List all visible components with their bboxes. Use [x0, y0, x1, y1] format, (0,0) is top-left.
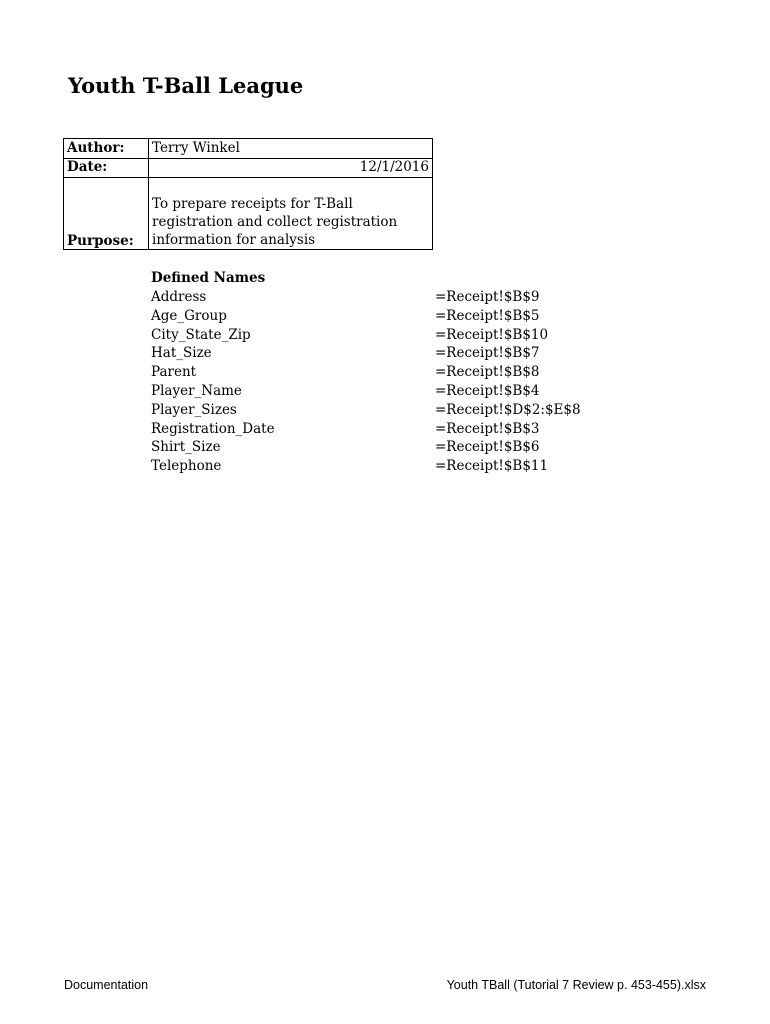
defined-name: Registration_Date [151, 420, 275, 437]
defined-names-heading: Defined Names [151, 270, 266, 286]
defined-name: Telephone [151, 458, 222, 475]
list-item [151, 421, 601, 440]
defined-name: Parent [151, 364, 197, 381]
date-label: Date: [67, 159, 108, 175]
list-item [151, 308, 601, 327]
defined-names-list [151, 289, 601, 477]
defined-name-ref: =Receipt!$B$11 [435, 458, 549, 475]
defined-name: Player_Name [151, 382, 242, 399]
date-row [64, 158, 432, 178]
list-item [151, 327, 601, 346]
list-item [151, 364, 601, 383]
defined-name: Hat_Size [151, 345, 212, 362]
purpose-line: To prepare receipts for T-Ball [152, 196, 353, 212]
author-row [64, 139, 432, 159]
defined-name-ref: =Receipt!$B$4 [435, 382, 540, 399]
purpose-row [64, 177, 432, 249]
page-title: Youth T-Ball League [68, 73, 304, 98]
footer-file-name: Youth TBall (Tutorial 7 Review p. 453-455).xlsx [446, 978, 706, 992]
defined-name-ref: =Receipt!$B$6 [435, 439, 540, 456]
purpose-label: Purpose: [67, 233, 134, 249]
defined-name-ref: =Receipt!$B$5 [435, 307, 540, 324]
defined-name: Shirt_Size [151, 439, 221, 456]
purpose-line: information for analysis [152, 232, 316, 248]
defined-name-ref: =Receipt!$B$9 [435, 289, 540, 305]
defined-name: Address [151, 289, 207, 305]
list-item [151, 289, 601, 308]
list-item [151, 345, 601, 364]
defined-name: Age_Group [151, 307, 227, 324]
defined-name-ref: =Receipt!$B$10 [435, 326, 549, 343]
list-item [151, 383, 601, 402]
defined-name: Player_Sizes [151, 401, 237, 418]
footer-sheet-name: Documentation [64, 978, 149, 992]
defined-name: City_State_Zip [151, 326, 251, 343]
purpose-value [152, 195, 427, 249]
info-table [63, 138, 433, 250]
defined-name-ref: =Receipt!$D$2:$E$8 [435, 401, 581, 418]
defined-name-ref: =Receipt!$B$3 [435, 420, 540, 437]
author-value: Terry Winkel [152, 140, 240, 156]
defined-name-ref: =Receipt!$B$7 [435, 345, 540, 362]
list-item [151, 439, 601, 458]
defined-name-ref: =Receipt!$B$8 [435, 364, 540, 381]
list-item [151, 458, 601, 477]
list-item [151, 402, 601, 421]
date-value: 12/1/2016 [359, 159, 429, 175]
author-label: Author: [67, 140, 125, 156]
purpose-line: registration and collect registration [152, 214, 398, 230]
